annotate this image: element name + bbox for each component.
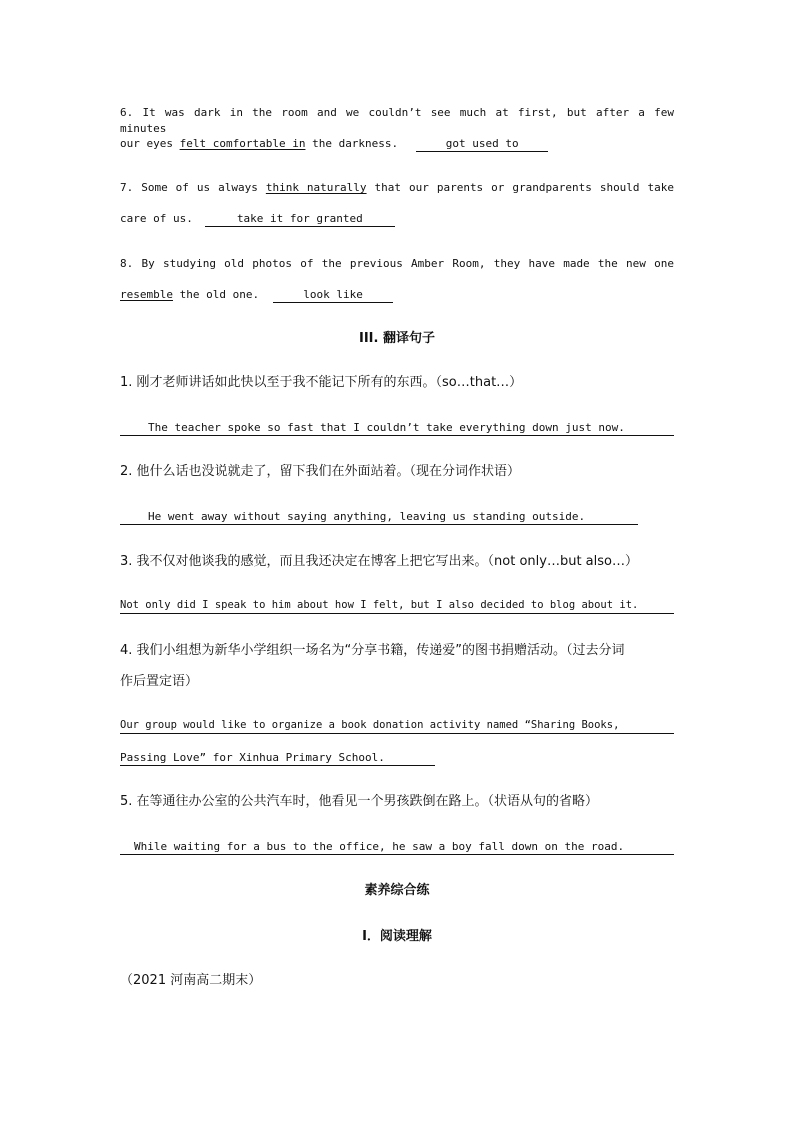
q8-line1: 8. By studying old photos of the previous Amber Room, they have made the new one [120, 257, 674, 270]
translation-4-prompt-line1: 4. 我们小组想为新华小学组织一场名为“分享书籍，传递爱”的图书捐赠活动。（过去分词 [120, 643, 625, 658]
q8-line2 [120, 287, 674, 303]
source-note: （2021 河南高二期末） [120, 973, 262, 988]
q6-underlined-phrase: felt comfortable in [179, 137, 306, 150]
translation-4-prompt-line2: 作后置定语） [120, 674, 199, 689]
q6-line2-pre: our eyes [120, 137, 180, 150]
q8-answer: look like [273, 288, 393, 303]
translation-5-answer: While waiting for a bus to the office, he saw a boy fall down on the road. [120, 839, 674, 855]
q8-underlined-word: resemble [120, 288, 173, 301]
section-title-reading: I．阅读理解 [362, 929, 432, 944]
translation-2-prompt: 2. 他什么话也没说就走了，留下我们在外面站着。（现在分词作状语） [120, 464, 521, 479]
section-title-practice: 素养综合练 [364, 883, 430, 898]
translation-4-answer-line2: Passing Love” for Xinhua Primary School. [120, 750, 435, 766]
q6-answer: got used to [416, 137, 548, 152]
q6-line2-post: the darkness. [305, 137, 399, 150]
q7-line1-pre: 7. Some of us always [120, 181, 266, 194]
q7-underlined-phrase: think naturally [265, 181, 367, 194]
translation-5-prompt: 5. 在等通往办公室的公共汽车时，他看见一个男孩跌倒在路上。（状语从句的省略） [120, 794, 599, 809]
translation-3-answer: Not only did I speak to him about how I felt, but I also decided to blog about it. [120, 598, 674, 614]
translation-3-prompt: 3. 我不仅对他谈我的感觉，而且我还决定在博客上把它写出来。（not only…but also…） [120, 554, 638, 569]
translation-4-answer-line1: Our group would like to organize a book donation activity named “Sharing Books, [120, 718, 674, 734]
q6-line2 [120, 136, 674, 152]
q7-answer: take it for granted [205, 212, 395, 227]
translation-1-answer: The teacher spoke so fast that I couldn’t take everything down just now. [120, 420, 674, 436]
section-title-translation: III. 翻译句子 [359, 331, 435, 346]
q7-line2-text: care of us. [120, 212, 193, 225]
q7-line1 [120, 180, 674, 196]
q7-line1-post: that our parents or grandparents should take [366, 181, 675, 194]
q6-line1: 6. It was dark in the room and we couldn’t see much at first, but after a few minutes [120, 106, 674, 135]
q8-line2-post: the old one. [172, 288, 260, 301]
translation-1-prompt: 1. 刚才老师讲话如此快以至于我不能记下所有的东西。（so…that…） [120, 375, 523, 390]
q7-line2 [120, 211, 674, 227]
translation-2-answer: He went away without saying anything, leaving us standing outside. [120, 509, 638, 525]
